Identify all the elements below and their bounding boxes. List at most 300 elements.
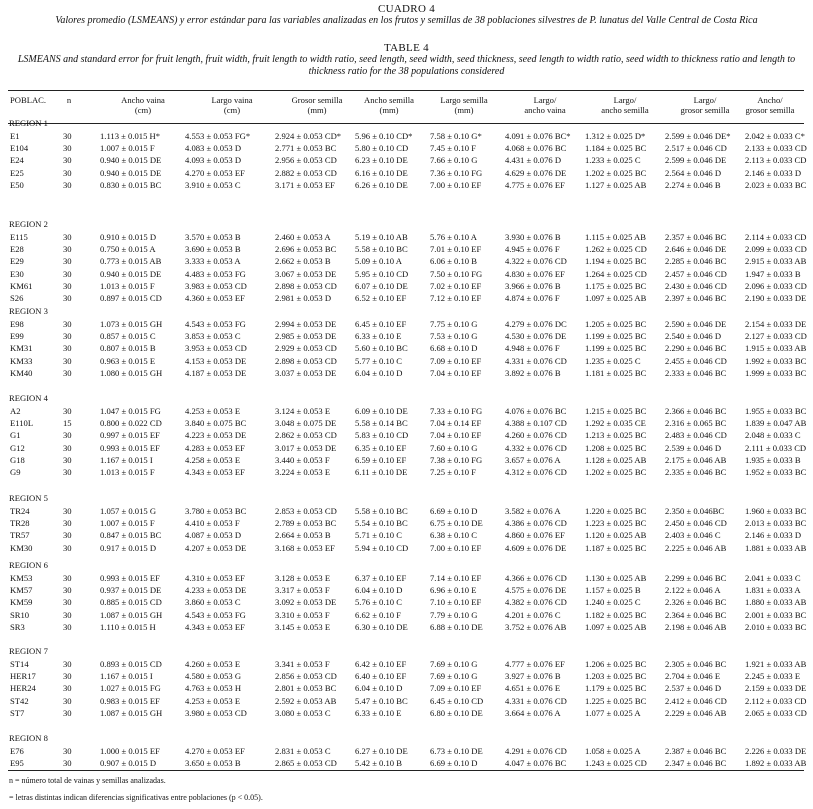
table-cell: 1.047 ± 0.015 FG — [100, 406, 161, 416]
table-cell: 3.980 ± 0.053 CD — [185, 707, 247, 718]
population-cell: KM31 — [10, 343, 33, 354]
column-header-line: (cm) — [134, 105, 152, 115]
table-cell: 4.253 ± 0.053 E — [185, 695, 241, 706]
table-cell: 7.75 ± 0.10 G — [430, 319, 478, 329]
table-cell: 5.76 ± 0.10 C — [355, 597, 402, 608]
table-cell: 4.332 ± 0.076 CD — [505, 442, 567, 453]
population-cell: E76 — [10, 746, 24, 756]
table-cell: 1.235 ± 0.025 C — [585, 355, 641, 366]
table-cell: 4.187 ± 0.053 DE — [185, 367, 247, 378]
table-cell: 2.175 ± 0.046 AB — [665, 454, 727, 465]
table-cell: 0.940 ± 0.015 DE — [100, 155, 162, 166]
table-cell: 2.010 ± 0.033 BC — [745, 621, 807, 632]
table-cell: 3.310 ± 0.053 F — [275, 609, 330, 620]
column-header-line: (mm) — [379, 105, 399, 115]
population-cell: G9 — [10, 467, 21, 477]
region-label: REGION 2 — [9, 219, 48, 229]
table-cell: 3.440 ± 0.053 F — [275, 454, 330, 465]
column-header-line: Grosor semilla — [291, 95, 343, 105]
table-cell: 1.182 ± 0.025 BC — [585, 609, 647, 620]
cuadro-label: CUADRO 4 — [377, 3, 436, 15]
population-cell: TR28 — [10, 518, 30, 529]
table-cell: 2.305 ± 0.046 BC — [665, 659, 727, 669]
table-cell: 0.997 ± 0.015 EF — [100, 430, 160, 441]
table-cell: 1.240 ± 0.025 C — [585, 597, 641, 608]
table-cell: 2.924 ± 0.053 CD* — [275, 131, 342, 141]
table-cell: 0.830 ± 0.015 BC — [100, 179, 162, 190]
table-cell: 0.773 ± 0.015 AB — [100, 256, 162, 267]
table-cell: 30 — [63, 621, 72, 632]
table-cell: 3.570 ± 0.053 B — [185, 232, 241, 242]
table-cell: 2.915 ± 0.033 AB — [745, 256, 807, 267]
column-header-line: Ancho vaina — [121, 95, 165, 105]
table-cell: 0.940 ± 0.015 DE — [100, 268, 162, 279]
table-cell: 1.202 ± 0.025 BC — [585, 167, 647, 178]
table-cell: 4.830 ± 0.076 EF — [505, 268, 565, 279]
table-cell: 1.947 ± 0.033 B — [745, 268, 801, 279]
table-cell: 4.270 ± 0.053 EF — [185, 167, 245, 178]
table-cell: 6.04 ± 0.10 D — [355, 367, 403, 378]
population-cell: A2 — [10, 406, 21, 416]
table-cell: 30 — [63, 585, 72, 596]
table-cell: 5.71 ± 0.10 C — [355, 530, 402, 541]
table-cell: 3.953 ± 0.053 CD — [185, 343, 247, 354]
table-cell: 0.857 ± 0.015 C — [100, 331, 156, 342]
table-cell: 4.431 ± 0.076 D — [505, 155, 562, 166]
table-cell: 6.69 ± 0.10 D — [430, 506, 478, 516]
table-cell: 6.38 ± 0.10 C — [430, 530, 477, 541]
table-cell: 3.650 ± 0.053 B — [185, 758, 241, 769]
table-cell: 0.897 ± 0.015 CD — [100, 293, 162, 303]
table-cell: 2.023 ± 0.033 BC — [745, 179, 807, 190]
table-cell: 2.412 ± 0.046 CD — [665, 695, 727, 706]
population-cell: E110L — [10, 418, 34, 429]
table-cell: 30 — [63, 293, 72, 303]
table-cell: 5.95 ± 0.10 CD — [355, 268, 409, 279]
table-cell: 1.831 ± 0.033 A — [745, 585, 801, 596]
table-cell: 1.999 ± 0.033 BC — [745, 367, 807, 378]
table-cell: 7.04 ± 0.10 EF — [430, 367, 482, 378]
table-cell: 2.898 ± 0.053 CD — [275, 355, 337, 366]
table-cell: 6.40 ± 0.10 EF — [355, 671, 407, 682]
table-cell: 4.258 ± 0.053 E — [185, 454, 241, 465]
table-cell: 3.317 ± 0.053 F — [275, 585, 330, 596]
population-cell: E25 — [10, 167, 24, 178]
population-cell: KM40 — [10, 367, 33, 378]
table-cell: 4.543 ± 0.053 FG — [185, 609, 246, 620]
population-cell: S26 — [10, 293, 24, 303]
table-cell: 4.068 ± 0.076 BC — [505, 143, 567, 154]
table-cell: 7.02 ± 0.10 EF — [430, 280, 482, 291]
table-cell: 5.42 ± 0.10 B — [355, 758, 402, 769]
table-cell: 6.27 ± 0.10 DE — [355, 746, 408, 756]
footnote-n: n = número total de vainas y semillas analizadas. — [9, 776, 166, 785]
table-cell: 1.225 ± 0.025 BC — [585, 695, 647, 706]
table-cell: 2.133 ± 0.033 CD — [745, 143, 807, 154]
table-cell: 4.322 ± 0.076 CD — [505, 256, 567, 267]
table-cell: 2.048 ± 0.033 C — [745, 430, 801, 441]
table-cell: 2.929 ± 0.053 CD — [275, 343, 337, 354]
table-cell: 2.112 ± 0.033 CD — [745, 695, 807, 706]
table-cell: 2.539 ± 0.046 D — [665, 442, 722, 453]
population-cell: ST42 — [10, 695, 29, 706]
table-cell: 3.224 ± 0.053 E — [275, 467, 331, 477]
table-cell: 4.629 ± 0.076 DE — [505, 167, 567, 178]
table-cell: 4.223 ± 0.053 DE — [185, 430, 247, 441]
table-cell: 0.847 ± 0.015 BC — [100, 530, 162, 541]
table-cell: 1.130 ± 0.025 AB — [585, 573, 647, 583]
table-cell: 2.364 ± 0.046 BC — [665, 609, 727, 620]
table-cell: 6.73 ± 0.10 DE — [430, 746, 483, 756]
table-cell: 6.52 ± 0.10 EF — [355, 293, 407, 303]
table-cell: 4.091 ± 0.076 BC* — [505, 131, 571, 141]
table-cell: 7.09 ± 0.10 EF — [430, 355, 482, 366]
column-header-line: ancho semilla — [601, 105, 649, 115]
table-cell: 4.483 ± 0.053 FG — [185, 268, 246, 279]
table-cell: 30 — [63, 155, 72, 166]
table-cell: 1.243 ± 0.025 CD — [585, 758, 647, 769]
table-cell: 0.983 ± 0.015 EF — [100, 695, 160, 706]
table-cell: 1.220 ± 0.025 BC — [585, 506, 647, 516]
table-cell: 1.955 ± 0.033 BC — [745, 406, 807, 416]
table-cell: 1.013 ± 0.015 F — [100, 467, 155, 477]
table-cell: 4.083 ± 0.053 D — [185, 143, 242, 154]
table-cell: 1.960 ± 0.033 BC — [745, 506, 807, 516]
table-cell: 0.885 ± 0.015 CD — [100, 597, 162, 608]
table-cell: 1.915 ± 0.033 AB — [745, 343, 807, 354]
table-cell: 1.215 ± 0.025 BC — [585, 406, 647, 416]
table-cell: 7.69 ± 0.10 G — [430, 671, 478, 682]
table-cell: 3.853 ± 0.053 C — [185, 331, 241, 342]
population-cell: KM53 — [10, 573, 33, 583]
table-cell: 2.537 ± 0.046 D — [665, 683, 722, 694]
table-cell: 3.983 ± 0.053 CD — [185, 280, 247, 291]
table-cell: 6.62 ± 0.10 F — [355, 609, 402, 620]
table-cell: 6.35 ± 0.10 EF — [355, 442, 407, 453]
table-cell: 2.831 ± 0.053 C — [275, 746, 331, 756]
table-cell: 2.985 ± 0.053 DE — [275, 331, 337, 342]
column-header-line: (mm) — [307, 105, 327, 115]
table-cell: 30 — [63, 343, 72, 354]
table-cell: 30 — [63, 232, 72, 242]
column-header-line: (mm) — [454, 105, 474, 115]
column-header-line: Largo/ — [693, 95, 717, 105]
table-cell: 2.099 ± 0.033 CD — [745, 244, 807, 255]
table-cell: 1.264 ± 0.025 CD — [585, 268, 647, 279]
table-cell: 30 — [63, 542, 72, 553]
table-cell: 3.927 ± 0.076 B — [505, 671, 561, 682]
table-cell: 6.26 ± 0.10 DE — [355, 179, 408, 190]
table-cell: 30 — [63, 707, 72, 718]
table-cell: 6.88 ± 0.10 DE — [430, 621, 483, 632]
table-cell: 1.199 ± 0.025 BC — [585, 343, 647, 354]
table-cell: 2.564 ± 0.046 D — [665, 167, 722, 178]
table-cell: 15 — [63, 418, 72, 429]
table-cell: 5.19 ± 0.10 AB — [355, 232, 408, 242]
table-cell: 30 — [63, 659, 72, 669]
table-cell: 1.205 ± 0.025 BC — [585, 319, 647, 329]
table-cell: 1.880 ± 0.033 AB — [745, 597, 807, 608]
table-cell: 2.299 ± 0.046 BC — [665, 573, 727, 583]
table-cell: 30 — [63, 454, 72, 465]
table-cell: 3.128 ± 0.053 E — [275, 573, 331, 583]
table-cell: 2.198 ± 0.046 AB — [665, 621, 727, 632]
table-cell: 3.092 ± 0.053 DE — [275, 597, 337, 608]
table-cell: 7.12 ± 0.10 EF — [430, 293, 482, 303]
table-cell: 4.366 ± 0.076 CD — [505, 573, 567, 583]
table-cell: 2.599 ± 0.046 DE — [665, 155, 727, 166]
table-cell: 30 — [63, 355, 72, 366]
table-cell: 4.860 ± 0.076 EF — [505, 530, 565, 541]
table-cell: 1.057 ± 0.015 G — [100, 506, 157, 516]
table-cell: 3.145 ± 0.053 E — [275, 621, 331, 632]
table-cell: 7.10 ± 0.10 EF — [430, 597, 482, 608]
column-header-line: grosor semilla — [745, 105, 795, 115]
population-cell: G18 — [10, 454, 25, 465]
table-cell: 6.04 ± 0.10 D — [355, 683, 403, 694]
population-cell: E50 — [10, 179, 24, 190]
table-cell: 2.460 ± 0.053 A — [275, 232, 331, 242]
table-cell: 4.948 ± 0.076 F — [505, 343, 560, 354]
table-cell: 3.966 ± 0.076 B — [505, 280, 561, 291]
table-cell: 4.331 ± 0.076 CD — [505, 355, 567, 366]
table-cell: 30 — [63, 518, 72, 529]
table-cell: 2.274 ± 0.046 B — [665, 179, 721, 190]
population-cell: KM30 — [10, 542, 33, 553]
table-cell: 7.53 ± 0.10 G — [430, 331, 478, 342]
table-cell: 0.893 ± 0.015 CD — [100, 659, 162, 669]
table-cell: 2.114 ± 0.033 CD — [745, 232, 807, 242]
table-cell: 2.646 ± 0.046 DE — [665, 244, 727, 255]
column-header-line: grosor semilla — [680, 105, 730, 115]
table-cell: 7.66 ± 0.10 G — [430, 155, 478, 166]
table-cell: 2.096 ± 0.033 CD — [745, 280, 807, 291]
table-cell: 3.067 ± 0.053 DE — [275, 268, 337, 279]
population-cell: SR10 — [10, 609, 30, 620]
table-cell: 2.113 ± 0.033 CD — [745, 155, 807, 166]
table-cell: 1.128 ± 0.025 AB — [585, 454, 647, 465]
table-cell: 30 — [63, 319, 72, 329]
table-cell: 6.30 ± 0.10 DE — [355, 621, 408, 632]
table-cell: 7.50 ± 0.10 FG — [430, 268, 483, 279]
table-cell: 2.225 ± 0.046 AB — [665, 542, 727, 553]
table-cell: 3.892 ± 0.076 B — [505, 367, 561, 378]
table-cell: 1.881 ± 0.033 AB — [745, 542, 807, 553]
table-cell: 3.664 ± 0.076 A — [505, 707, 561, 718]
table-cell: 2.387 ± 0.046 BC — [665, 746, 727, 756]
population-cell: G12 — [10, 442, 25, 453]
table-cell: 30 — [63, 695, 72, 706]
table-cell: 6.07 ± 0.10 DE — [355, 280, 408, 291]
table-cell: 1.213 ± 0.025 BC — [585, 430, 647, 441]
table-cell: 2.450 ± 0.046 CD — [665, 518, 727, 529]
footnote-letters: = letras distintas indican diferencias significativas entre poblaciones (p < 0.05). — [9, 793, 263, 802]
population-cell: TR24 — [10, 506, 30, 516]
table-cell: 7.69 ± 0.10 G — [430, 659, 478, 669]
table-cell: 30 — [63, 467, 72, 477]
column-header-line: POBLAC. — [10, 95, 47, 105]
table-cell: 2.316 ± 0.065 BC — [665, 418, 727, 429]
table-cell: 30 — [63, 442, 72, 453]
table-cell: 3.048 ± 0.075 DE — [275, 418, 337, 429]
table-cell: 6.33 ± 0.10 E — [355, 707, 402, 718]
table-cell: 2.789 ± 0.053 BC — [275, 518, 337, 529]
table-cell: 4.609 ± 0.076 DE — [505, 542, 567, 553]
table-cell: 1.097 ± 0.025 AB — [585, 293, 647, 303]
table-cell: 2.853 ± 0.053 CD — [275, 506, 337, 516]
table-cell: 30 — [63, 131, 72, 141]
table-cell: 1.000 ± 0.015 EF — [100, 746, 160, 756]
table-cell: 5.96 ± 0.10 CD* — [355, 131, 413, 141]
table-cell: 2.801 ± 0.053 BC — [275, 683, 337, 694]
table-cell: 0.937 ± 0.015 DE — [100, 585, 162, 596]
region-label: REGION 6 — [9, 560, 48, 570]
table-cell: 30 — [63, 609, 72, 620]
table-cell: 30 — [63, 758, 72, 769]
table-cell: 2.065 ± 0.033 CD — [745, 707, 807, 718]
table-cell: 4.233 ± 0.053 DE — [185, 585, 247, 596]
table-label: TABLE 4 — [384, 42, 429, 54]
table-cell: 1.921 ± 0.033 AB — [745, 659, 807, 669]
table-cell: 3.657 ± 0.076 A — [505, 454, 561, 465]
table-cell: 4.386 ± 0.076 CD — [505, 518, 567, 529]
table-cell: 5.58 ± 0.10 BC — [355, 244, 408, 255]
table-cell: 30 — [63, 280, 72, 291]
table-cell: 2.357 ± 0.046 BC — [665, 232, 727, 242]
table-cell: 4.777 ± 0.076 EF — [505, 659, 565, 669]
table-cell: 2.333 ± 0.046 BC — [665, 367, 727, 378]
table-cell: 2.483 ± 0.046 CD — [665, 430, 727, 441]
table-cell: 1.027 ± 0.015 FG — [100, 683, 161, 694]
table-cell: 0.963 ± 0.015 E — [100, 355, 156, 366]
table-cell: 7.25 ± 0.10 F — [430, 467, 477, 477]
table-cell: 30 — [63, 244, 72, 255]
table-cell: 4.382 ± 0.076 CD — [505, 597, 567, 608]
table-cell: 1.167 ± 0.015 I — [100, 671, 153, 682]
table-cell: 2.862 ± 0.053 CD — [275, 430, 337, 441]
table-cell: 1.892 ± 0.033 AB — [745, 758, 807, 769]
english-caption: LSMEANS and standard error for fruit length, fruit width, fruit length to width ratio, seed length, seed width, seed thickness, seed length to width ratio, seed width to thickness ratio and length to thickness ratio for the 38 populations considered — [17, 54, 796, 77]
table-cell: 1.087 ± 0.015 GH — [100, 609, 163, 620]
table-cell: 1.208 ± 0.025 BC — [585, 442, 647, 453]
table-cell: 2.590 ± 0.046 DE — [665, 319, 727, 329]
table-cell: 30 — [63, 746, 72, 756]
column-header-line: Ancho semilla — [364, 95, 414, 105]
table-cell: 2.001 ± 0.033 BC — [745, 609, 807, 620]
table-cell: 30 — [63, 268, 72, 279]
table-cell: 4.388 ± 0.107 CD — [505, 418, 567, 429]
table-cell: 2.290 ± 0.046 BC — [665, 343, 727, 354]
table-cell: 2.457 ± 0.046 CD — [665, 268, 727, 279]
table-cell: 3.333 ± 0.053 A — [185, 256, 241, 267]
table-cell: 6.37 ± 0.10 EF — [355, 573, 407, 583]
table-cell: 6.23 ± 0.10 DE — [355, 155, 408, 166]
table-cell: 5.09 ± 0.10 A — [355, 256, 402, 267]
population-cell: E28 — [10, 244, 24, 255]
population-cell: SR3 — [10, 621, 25, 632]
table-cell: 2.704 ± 0.046 E — [665, 671, 721, 682]
table-cell: 3.690 ± 0.053 B — [185, 244, 241, 255]
table-cell: 2.285 ± 0.046 BC — [665, 256, 727, 267]
table-cell: 5.77 ± 0.10 C — [355, 355, 402, 366]
table-cell: 0.800 ± 0.022 CD — [100, 418, 162, 429]
table-cell: 4.260 ± 0.053 E — [185, 659, 241, 669]
table-cell: 1.073 ± 0.015 GH — [100, 319, 163, 329]
table-cell: 30 — [63, 597, 72, 608]
column-header-line: ancho vaina — [524, 105, 566, 115]
population-cell: E98 — [10, 319, 24, 329]
region-label: REGION 3 — [9, 306, 48, 316]
table-cell: 2.127 ± 0.033 CD — [745, 331, 807, 342]
table-cell: 2.146 ± 0.033 D — [745, 167, 802, 178]
table-cell: 4.553 ± 0.053 FG* — [185, 131, 251, 141]
population-cell: E115 — [10, 232, 28, 242]
table-cell: 0.910 ± 0.015 D — [100, 232, 157, 242]
table-cell: 2.154 ± 0.033 DE — [745, 319, 807, 329]
table-cell: 4.279 ± 0.076 DC — [505, 319, 567, 329]
table-cell: 4.153 ± 0.053 DE — [185, 355, 247, 366]
table-cell: 30 — [63, 179, 72, 190]
table-cell: 2.599 ± 0.046 DE* — [665, 131, 731, 141]
column-header-line: Largo semilla — [440, 95, 488, 105]
table-cell: 1.194 ± 0.025 BC — [585, 256, 647, 267]
table-cell: 2.981 ± 0.053 D — [275, 293, 332, 303]
table-cell: 2.662 ± 0.053 B — [275, 256, 331, 267]
table-cell: 1.120 ± 0.025 AB — [585, 530, 647, 541]
table-cell: 1.007 ± 0.015 F — [100, 143, 155, 154]
table-cell: 0.993 ± 0.015 EF — [100, 442, 160, 453]
column-header-line: (cm) — [223, 105, 241, 115]
table-cell: 3.037 ± 0.053 DE — [275, 367, 337, 378]
table-cell: 1.097 ± 0.025 AB — [585, 621, 647, 632]
table-cell: 2.517 ± 0.046 CD — [665, 143, 727, 154]
table-cell: 1.992 ± 0.033 BC — [745, 355, 807, 366]
table-cell: 1.184 ± 0.025 BC — [585, 143, 647, 154]
table-cell: 5.80 ± 0.10 CD — [355, 143, 409, 154]
table-cell: 1.233 ± 0.025 C — [585, 155, 641, 166]
population-cell: HER17 — [10, 671, 36, 682]
table-cell: 4.291 ± 0.076 CD — [505, 746, 567, 756]
table-cell: 4.270 ± 0.053 EF — [185, 746, 245, 756]
table-cell: 1.013 ± 0.015 F — [100, 280, 155, 291]
table-cell: 5.60 ± 0.10 BC — [355, 343, 408, 354]
table-cell: 6.80 ± 0.10 DE — [430, 707, 483, 718]
table-cell: 1.199 ± 0.025 BC — [585, 331, 647, 342]
table-cell: 1.080 ± 0.015 GH — [100, 367, 163, 378]
table-cell: 1.935 ± 0.033 B — [745, 454, 801, 465]
table-cell: 2.856 ± 0.053 CD — [275, 671, 337, 682]
table-cell: 0.750 ± 0.015 A — [100, 244, 156, 255]
population-cell: G1 — [10, 430, 21, 441]
table-cell: 30 — [63, 331, 72, 342]
table-cell: 2.898 ± 0.053 CD — [275, 280, 337, 291]
table-cell: 1.206 ± 0.025 BC — [585, 659, 647, 669]
table-cell: 30 — [63, 367, 72, 378]
table-cell: 2.335 ± 0.046 BC — [665, 467, 727, 477]
table-cell: 6.45 ± 0.10 EF — [355, 319, 407, 329]
table-cell: 0.917 ± 0.015 D — [100, 542, 157, 553]
column-header-line: Largo/ — [613, 95, 637, 105]
column-header-line: n — [66, 95, 72, 105]
table-cell: 1.077 ± 0.025 A — [585, 707, 641, 718]
table-cell: 30 — [63, 506, 72, 516]
table-cell: 1.839 ± 0.047 AB — [745, 418, 807, 429]
table-cell: 3.780 ± 0.053 BC — [185, 506, 247, 516]
table-cell: 3.860 ± 0.053 C — [185, 597, 241, 608]
population-cell: ST7 — [10, 707, 25, 718]
population-cell: E24 — [10, 155, 24, 166]
table-cell: 7.60 ± 0.10 G — [430, 442, 478, 453]
